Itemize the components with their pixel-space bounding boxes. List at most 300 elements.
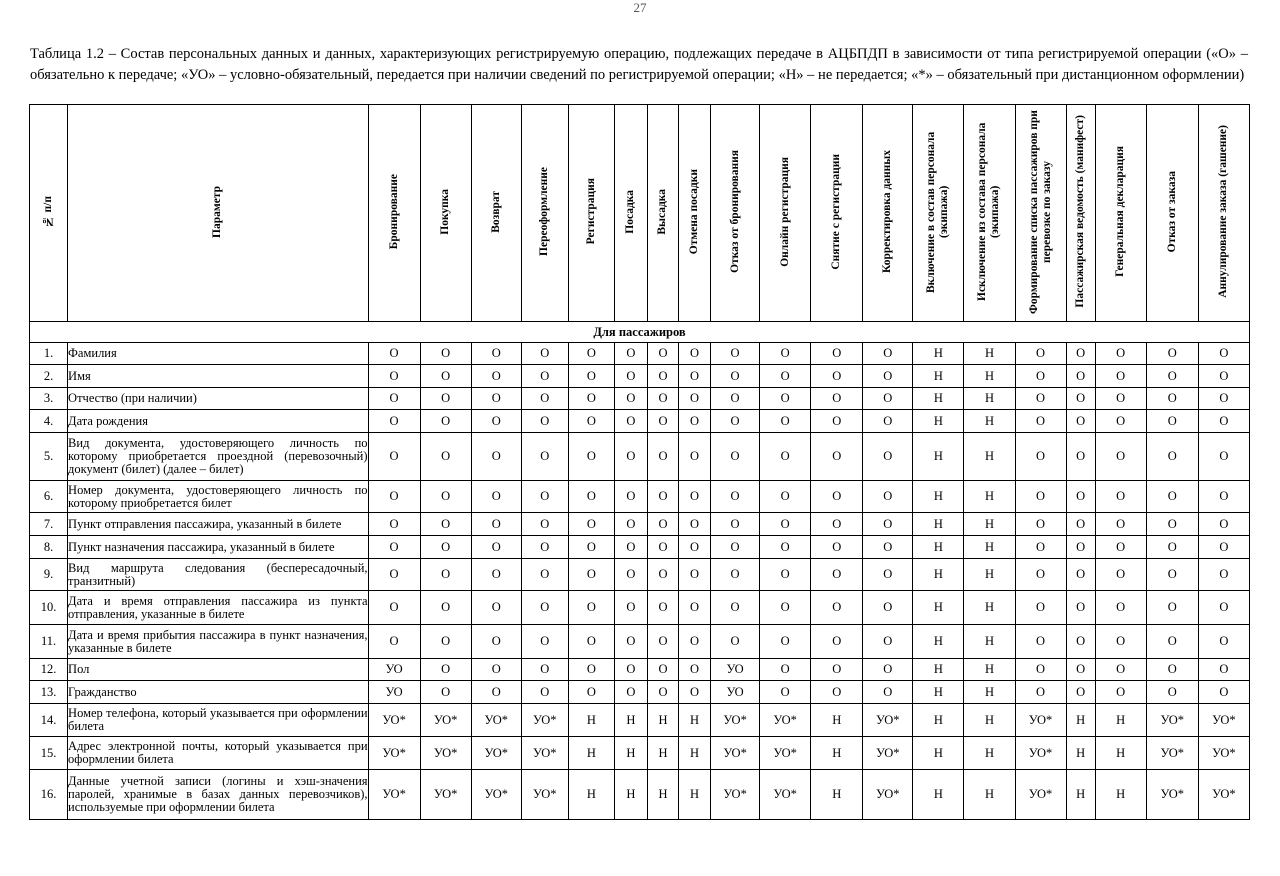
row-number: 11. [30, 625, 68, 659]
row-value: О [760, 536, 811, 559]
row-value: О [678, 410, 710, 433]
row-parameter: Дата рождения [68, 410, 368, 433]
table-row [30, 410, 1250, 433]
row-value: О [568, 388, 614, 410]
row-value: Н [964, 591, 1015, 625]
header-num: № п/п [30, 105, 68, 322]
header-operation: Снятие с регистрации [811, 105, 863, 322]
row-value: О [863, 559, 913, 591]
row-value: О [1146, 625, 1198, 659]
row-value: О [1095, 388, 1146, 410]
row-value: О [863, 591, 913, 625]
header-operation: Возврат [471, 105, 521, 322]
row-parameter: Пункт назначения пассажира, указанный в билете [68, 536, 368, 559]
row-value: Н [964, 481, 1015, 513]
row-value: О [1198, 625, 1249, 659]
row-value: О [614, 625, 647, 659]
row-number: 13. [30, 681, 68, 704]
row-value: О [471, 659, 521, 681]
row-value: УО* [1146, 737, 1198, 770]
row-value: О [521, 536, 568, 559]
row-parameter: Адрес электронной почты, который указывается при оформлении билета [68, 737, 368, 770]
row-value: О [568, 433, 614, 481]
row-value: О [711, 365, 760, 388]
row-number: 8. [30, 536, 68, 559]
row-number: 4. [30, 410, 68, 433]
row-value: О [678, 433, 710, 481]
table-row [30, 433, 1250, 481]
row-value: О [760, 481, 811, 513]
row-value: О [811, 388, 863, 410]
row-value: Н [964, 770, 1015, 820]
row-value: О [471, 343, 521, 365]
row-value: Н [964, 343, 1015, 365]
row-value: О [1146, 559, 1198, 591]
row-value: Н [1066, 704, 1095, 737]
row-value: О [568, 659, 614, 681]
row-parameter: Фамилия [68, 343, 368, 365]
row-value: О [1146, 365, 1198, 388]
table-row [30, 481, 1250, 513]
row-value: УО* [1146, 704, 1198, 737]
row-value: О [1198, 536, 1249, 559]
row-value: О [760, 343, 811, 365]
row-value: Н [964, 559, 1015, 591]
row-value: О [568, 343, 614, 365]
row-value: УО* [471, 770, 521, 820]
row-value: О [711, 410, 760, 433]
row-value: Н [811, 770, 863, 820]
row-value: О [368, 343, 420, 365]
row-value: О [678, 388, 710, 410]
row-value: О [1015, 343, 1066, 365]
row-value: О [521, 410, 568, 433]
row-value: О [614, 681, 647, 704]
row-value: О [471, 681, 521, 704]
row-parameter: Пол [68, 659, 368, 681]
row-value: О [1066, 433, 1095, 481]
row-value: О [471, 536, 521, 559]
row-value: О [368, 433, 420, 481]
page-number: 27 [633, 0, 647, 15]
table-row [30, 625, 1250, 659]
row-value: О [614, 536, 647, 559]
row-value: О [1066, 365, 1095, 388]
row-value: УО* [368, 704, 420, 737]
row-value: Н [811, 704, 863, 737]
row-value: УО* [368, 770, 420, 820]
row-value: О [614, 481, 647, 513]
table-row [30, 388, 1250, 410]
row-value: О [1066, 625, 1095, 659]
row-value: О [368, 536, 420, 559]
row-value: О [471, 433, 521, 481]
row-value: УО* [760, 704, 811, 737]
row-value: О [471, 410, 521, 433]
row-value: О [711, 343, 760, 365]
row-value: УО* [863, 704, 913, 737]
row-value: О [521, 365, 568, 388]
row-value: Н [913, 410, 964, 433]
row-value: О [1095, 591, 1146, 625]
row-value: О [614, 559, 647, 591]
header-operation: Покупка [420, 105, 471, 322]
row-value: О [568, 513, 614, 536]
table-row [30, 681, 1250, 704]
row-value: О [863, 659, 913, 681]
row-value: О [1066, 536, 1095, 559]
row-value: О [521, 343, 568, 365]
row-value: О [521, 513, 568, 536]
row-value: О [420, 625, 471, 659]
row-value: О [863, 343, 913, 365]
row-value: О [420, 433, 471, 481]
row-value: О [614, 591, 647, 625]
row-value: О [811, 343, 863, 365]
row-value: О [811, 681, 863, 704]
row-value: О [678, 513, 710, 536]
row-value: О [420, 681, 471, 704]
row-value: УО [368, 681, 420, 704]
table-row [30, 343, 1250, 365]
row-value: О [1015, 659, 1066, 681]
row-value: Н [964, 625, 1015, 659]
row-value: УО [711, 681, 760, 704]
row-value: Н [964, 704, 1015, 737]
row-value: О [647, 625, 678, 659]
row-value: О [1146, 410, 1198, 433]
row-value: О [647, 410, 678, 433]
row-number: 5. [30, 433, 68, 481]
row-value: О [760, 681, 811, 704]
header-operation: Регистрация [568, 105, 614, 322]
row-value: О [647, 388, 678, 410]
row-value: О [1066, 591, 1095, 625]
row-value: О [568, 681, 614, 704]
row-value: О [368, 591, 420, 625]
row-value: О [647, 681, 678, 704]
row-value: О [1015, 365, 1066, 388]
header-operation: Отказ от заказа [1146, 105, 1198, 322]
header-operation: Генеральная декларация [1095, 105, 1146, 322]
row-value: Н [964, 388, 1015, 410]
row-value: Н [678, 770, 710, 820]
row-value: УО* [760, 737, 811, 770]
row-value: О [1198, 559, 1249, 591]
row-value: Н [964, 513, 1015, 536]
row-number: 9. [30, 559, 68, 591]
row-value: УО* [711, 704, 760, 737]
row-value: Н [964, 410, 1015, 433]
row-value: О [647, 433, 678, 481]
row-value: Н [811, 737, 863, 770]
row-value: О [678, 591, 710, 625]
table-row [30, 559, 1250, 591]
row-value: О [760, 388, 811, 410]
row-value: О [711, 591, 760, 625]
row-value: О [1015, 625, 1066, 659]
row-value: УО* [1198, 704, 1249, 737]
row-value: Н [964, 365, 1015, 388]
row-value: О [1198, 388, 1249, 410]
row-value: Н [913, 625, 964, 659]
row-value: О [368, 513, 420, 536]
row-value: УО* [521, 704, 568, 737]
row-number: 7. [30, 513, 68, 536]
row-value: О [760, 659, 811, 681]
row-value: О [811, 591, 863, 625]
row-value: О [1198, 681, 1249, 704]
row-value: Н [568, 704, 614, 737]
row-value: О [521, 481, 568, 513]
row-value: О [568, 481, 614, 513]
row-value: Н [913, 365, 964, 388]
header-operation: Отмена посадки [678, 105, 710, 322]
row-value: О [1015, 681, 1066, 704]
row-value: О [811, 536, 863, 559]
row-value: О [568, 536, 614, 559]
row-value: УО* [420, 704, 471, 737]
row-value: Н [614, 704, 647, 737]
row-value: Н [647, 737, 678, 770]
row-value: УО* [521, 737, 568, 770]
row-value: О [1146, 481, 1198, 513]
row-value: О [1198, 591, 1249, 625]
row-value: О [647, 591, 678, 625]
row-value: УО* [1198, 770, 1249, 820]
row-value: Н [913, 343, 964, 365]
row-value: О [420, 559, 471, 591]
row-value: Н [568, 737, 614, 770]
row-value: О [368, 410, 420, 433]
row-value: О [1015, 481, 1066, 513]
row-value: О [1095, 513, 1146, 536]
header-operation: Переоформление [521, 105, 568, 322]
row-value: УО* [711, 770, 760, 820]
row-value: О [678, 559, 710, 591]
row-value: О [420, 388, 471, 410]
row-value: О [1095, 681, 1146, 704]
row-parameter: Вид документа, удостоверяющего личность по которому приобретается проездной (перевозочный) документ (билет) (далее – билет) [68, 433, 368, 481]
row-parameter: Дата и время прибытия пассажира в пункт назначения, указанные в билете [68, 625, 368, 659]
row-value: О [568, 410, 614, 433]
row-parameter: Пункт отправления пассажира, указанный в билете [68, 513, 368, 536]
header-operation: Высадка [647, 105, 678, 322]
row-value: О [647, 536, 678, 559]
row-value: УО [368, 659, 420, 681]
table-row [30, 513, 1250, 536]
row-value: О [1146, 591, 1198, 625]
row-value: О [614, 365, 647, 388]
row-parameter: Номер телефона, который указывается при оформлении билета [68, 704, 368, 737]
row-parameter: Отчество (при наличии) [68, 388, 368, 410]
row-value: О [614, 410, 647, 433]
header-operation: Включение в состав персонала (экипажа) [913, 105, 964, 322]
row-value: Н [1095, 737, 1146, 770]
row-value: О [420, 343, 471, 365]
row-value: УО* [420, 770, 471, 820]
row-value: О [760, 559, 811, 591]
row-value: О [678, 681, 710, 704]
row-value: Н [678, 737, 710, 770]
row-value: О [1095, 433, 1146, 481]
row-value: О [1198, 343, 1249, 365]
row-value: О [614, 388, 647, 410]
row-value: УО* [1015, 770, 1066, 820]
row-value: О [863, 625, 913, 659]
row-value: УО* [1146, 770, 1198, 820]
row-value: О [678, 481, 710, 513]
row-parameter: Вид маршрута следования (беспересадочный, транзитный) [68, 559, 368, 591]
row-value: О [1015, 591, 1066, 625]
row-value: О [1198, 365, 1249, 388]
row-value: О [1198, 433, 1249, 481]
row-value: О [420, 513, 471, 536]
row-value: О [711, 388, 760, 410]
row-value: О [760, 625, 811, 659]
row-value: О [368, 625, 420, 659]
row-value: О [647, 365, 678, 388]
row-value: Н [614, 770, 647, 820]
row-value: О [863, 536, 913, 559]
row-value: Н [913, 770, 964, 820]
row-value: О [863, 433, 913, 481]
row-value: Н [913, 681, 964, 704]
row-value: О [1146, 659, 1198, 681]
row-value: Н [913, 591, 964, 625]
row-value: О [1198, 481, 1249, 513]
row-value: Н [964, 737, 1015, 770]
row-value: УО* [471, 704, 521, 737]
row-value: О [471, 513, 521, 536]
row-value: О [647, 659, 678, 681]
row-value: О [420, 536, 471, 559]
row-value: О [811, 513, 863, 536]
row-value: О [521, 433, 568, 481]
row-value: О [420, 481, 471, 513]
row-value: О [647, 513, 678, 536]
row-value: О [568, 591, 614, 625]
row-value: УО [711, 659, 760, 681]
row-value: О [1146, 388, 1198, 410]
section-label: Для пассажиров [30, 322, 1250, 343]
row-value: О [678, 536, 710, 559]
row-value: Н [913, 704, 964, 737]
row-value: О [1066, 388, 1095, 410]
row-value: О [521, 659, 568, 681]
row-value: О [521, 591, 568, 625]
table-row [30, 536, 1250, 559]
row-value: Н [1066, 737, 1095, 770]
row-value: УО* [521, 770, 568, 820]
row-value: О [521, 559, 568, 591]
row-value: О [614, 513, 647, 536]
row-number: 6. [30, 481, 68, 513]
table-row [30, 365, 1250, 388]
row-value: О [1095, 659, 1146, 681]
table-row [30, 770, 1250, 820]
table-row [30, 659, 1250, 681]
header-param: Параметр [68, 105, 368, 322]
row-value: О [521, 625, 568, 659]
row-value: О [420, 591, 471, 625]
row-value: О [1066, 410, 1095, 433]
row-value: О [863, 513, 913, 536]
row-value: О [1066, 481, 1095, 513]
row-value: О [711, 536, 760, 559]
row-value: О [471, 625, 521, 659]
row-value: Н [964, 536, 1015, 559]
row-value: О [1198, 513, 1249, 536]
row-value: Н [647, 704, 678, 737]
header-operation: Онлайн регистрация [760, 105, 811, 322]
table-row [30, 704, 1250, 737]
row-value: Н [913, 559, 964, 591]
header-operation: Отказ от бронирования [711, 105, 760, 322]
row-value: О [760, 591, 811, 625]
row-value: О [614, 343, 647, 365]
row-value: О [1015, 433, 1066, 481]
row-value: О [647, 559, 678, 591]
row-value: Н [614, 737, 647, 770]
row-number: 2. [30, 365, 68, 388]
row-value: О [863, 481, 913, 513]
row-value: Н [913, 513, 964, 536]
personal-data-table [29, 104, 1250, 820]
row-value: О [711, 625, 760, 659]
row-value: Н [913, 481, 964, 513]
row-value: О [678, 365, 710, 388]
row-value: О [811, 365, 863, 388]
row-number: 15. [30, 737, 68, 770]
header-operation: Пассажирская ведомость (манифест) [1066, 105, 1095, 322]
row-value: О [1095, 343, 1146, 365]
table-row [30, 591, 1250, 625]
row-value: О [1066, 659, 1095, 681]
row-parameter: Имя [68, 365, 368, 388]
row-value: О [1095, 365, 1146, 388]
row-value: О [568, 365, 614, 388]
row-value: Н [964, 433, 1015, 481]
table-caption: Таблица 1.2 – Состав персональных данных и данных, характеризующих регистрируемую операцию, подлежащих передаче в АЦБПДП в зависимости от типа регистрируемой операции («О» – обязательно к передаче; «УО» – условно-обязательный, передается при наличии сведений по регистрируемой операции; «Н» – не передается; «*» – обязательный при дистанционном оформлении) [30, 46, 1248, 83]
row-value: О [521, 681, 568, 704]
table-row [30, 737, 1250, 770]
row-value: О [568, 559, 614, 591]
row-value: Н [647, 770, 678, 820]
row-value: О [614, 659, 647, 681]
row-value: О [1066, 559, 1095, 591]
row-value: УО* [1015, 704, 1066, 737]
row-value: УО* [1198, 737, 1249, 770]
row-value: О [647, 343, 678, 365]
row-value: О [1146, 681, 1198, 704]
row-number: 3. [30, 388, 68, 410]
row-value: Н [1066, 770, 1095, 820]
row-value: О [1015, 410, 1066, 433]
row-value: УО* [368, 737, 420, 770]
row-value: О [863, 365, 913, 388]
row-parameter: Номер документа, удостоверяющего личность по которому приобретается билет [68, 481, 368, 513]
row-value: Н [913, 388, 964, 410]
row-value: О [614, 433, 647, 481]
row-value: О [420, 365, 471, 388]
row-value: О [1015, 388, 1066, 410]
row-value: О [1198, 659, 1249, 681]
row-value: О [1066, 513, 1095, 536]
row-value: О [568, 625, 614, 659]
row-value: О [471, 481, 521, 513]
row-value: Н [678, 704, 710, 737]
